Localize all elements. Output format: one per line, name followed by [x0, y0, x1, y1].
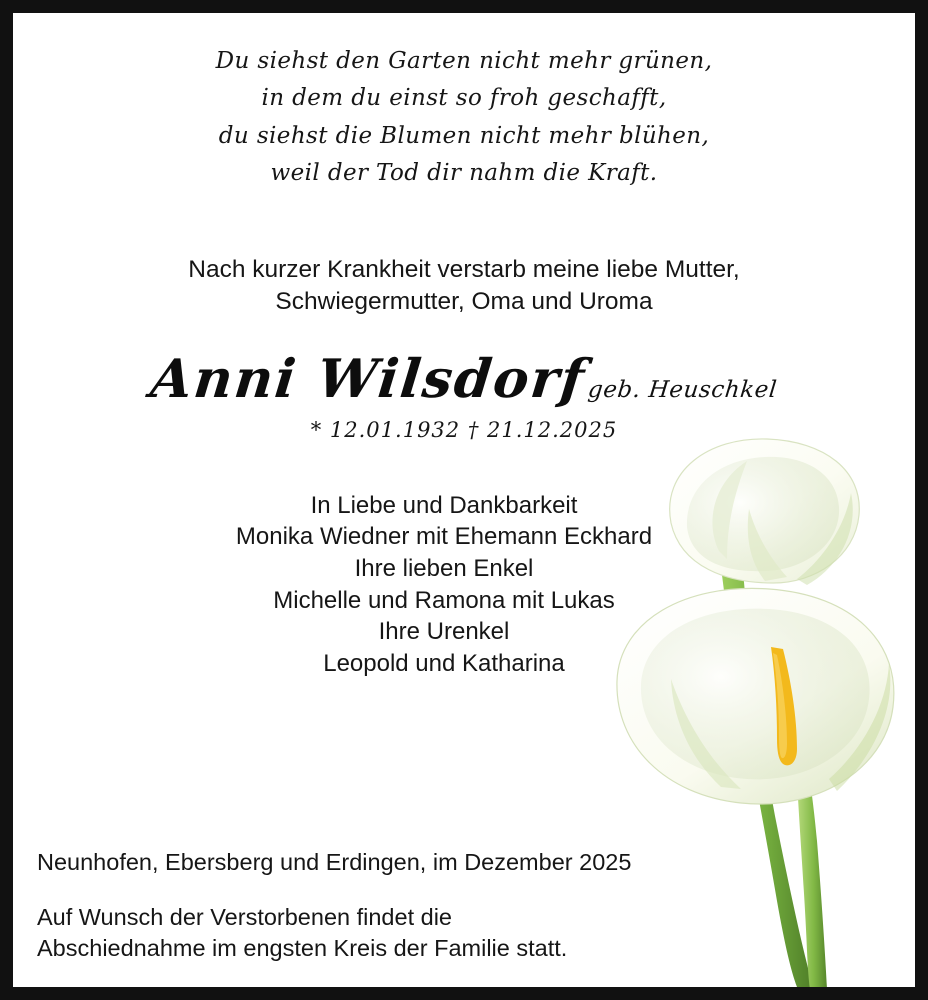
poem-block	[37, 43, 891, 192]
family-line: Monika Wiedner mit Ehemann Eckhard	[235, 523, 653, 551]
deceased-name: Anni Wilsdorf	[147, 347, 589, 410]
obituary-inner	[13, 13, 915, 987]
family-block	[37, 490, 891, 680]
deceased-maiden-name: geb. Heuschkel	[586, 376, 779, 403]
poem-line: weil der Tod dir nahm die Kraft.	[270, 159, 658, 186]
poem-line: in dem du einst so froh geschafft,	[261, 85, 667, 112]
footer-note-line: Abschiednahme im engsten Kreis der Familie statt.	[37, 935, 568, 962]
family-line: Ihre Urenkel	[378, 618, 510, 646]
intro-block	[37, 254, 891, 318]
family-line: Michelle und Ramona mit Lukas	[273, 586, 615, 614]
footer-block	[37, 849, 631, 965]
lily-stem-front	[797, 775, 827, 989]
family-line: Leopold und Katharina	[323, 650, 565, 678]
intro-line: Schwiegermutter, Oma und Uroma	[275, 287, 653, 315]
family-line: In Liebe und Dankbarkeit	[310, 491, 578, 519]
poem-line: Du siehst den Garten nicht mehr grünen,	[215, 48, 713, 74]
deceased-dates: * 12.01.1932 † 21.12.2025	[310, 417, 618, 442]
place-and-date: Neunhofen, Ebersberg und Erdingen, im Dezember 2025	[37, 848, 632, 875]
family-line: Ihre lieben Enkel	[354, 555, 534, 583]
footer-note-line: Auf Wunsch der Verstorbenen findet die	[37, 903, 452, 930]
intro-line: Nach kurzer Krankheit verstarb meine liebe Mutter,	[188, 256, 740, 283]
deceased-name-row	[37, 348, 891, 410]
poem-line: du siehst die Blumen nicht mehr blühen,	[218, 122, 710, 149]
